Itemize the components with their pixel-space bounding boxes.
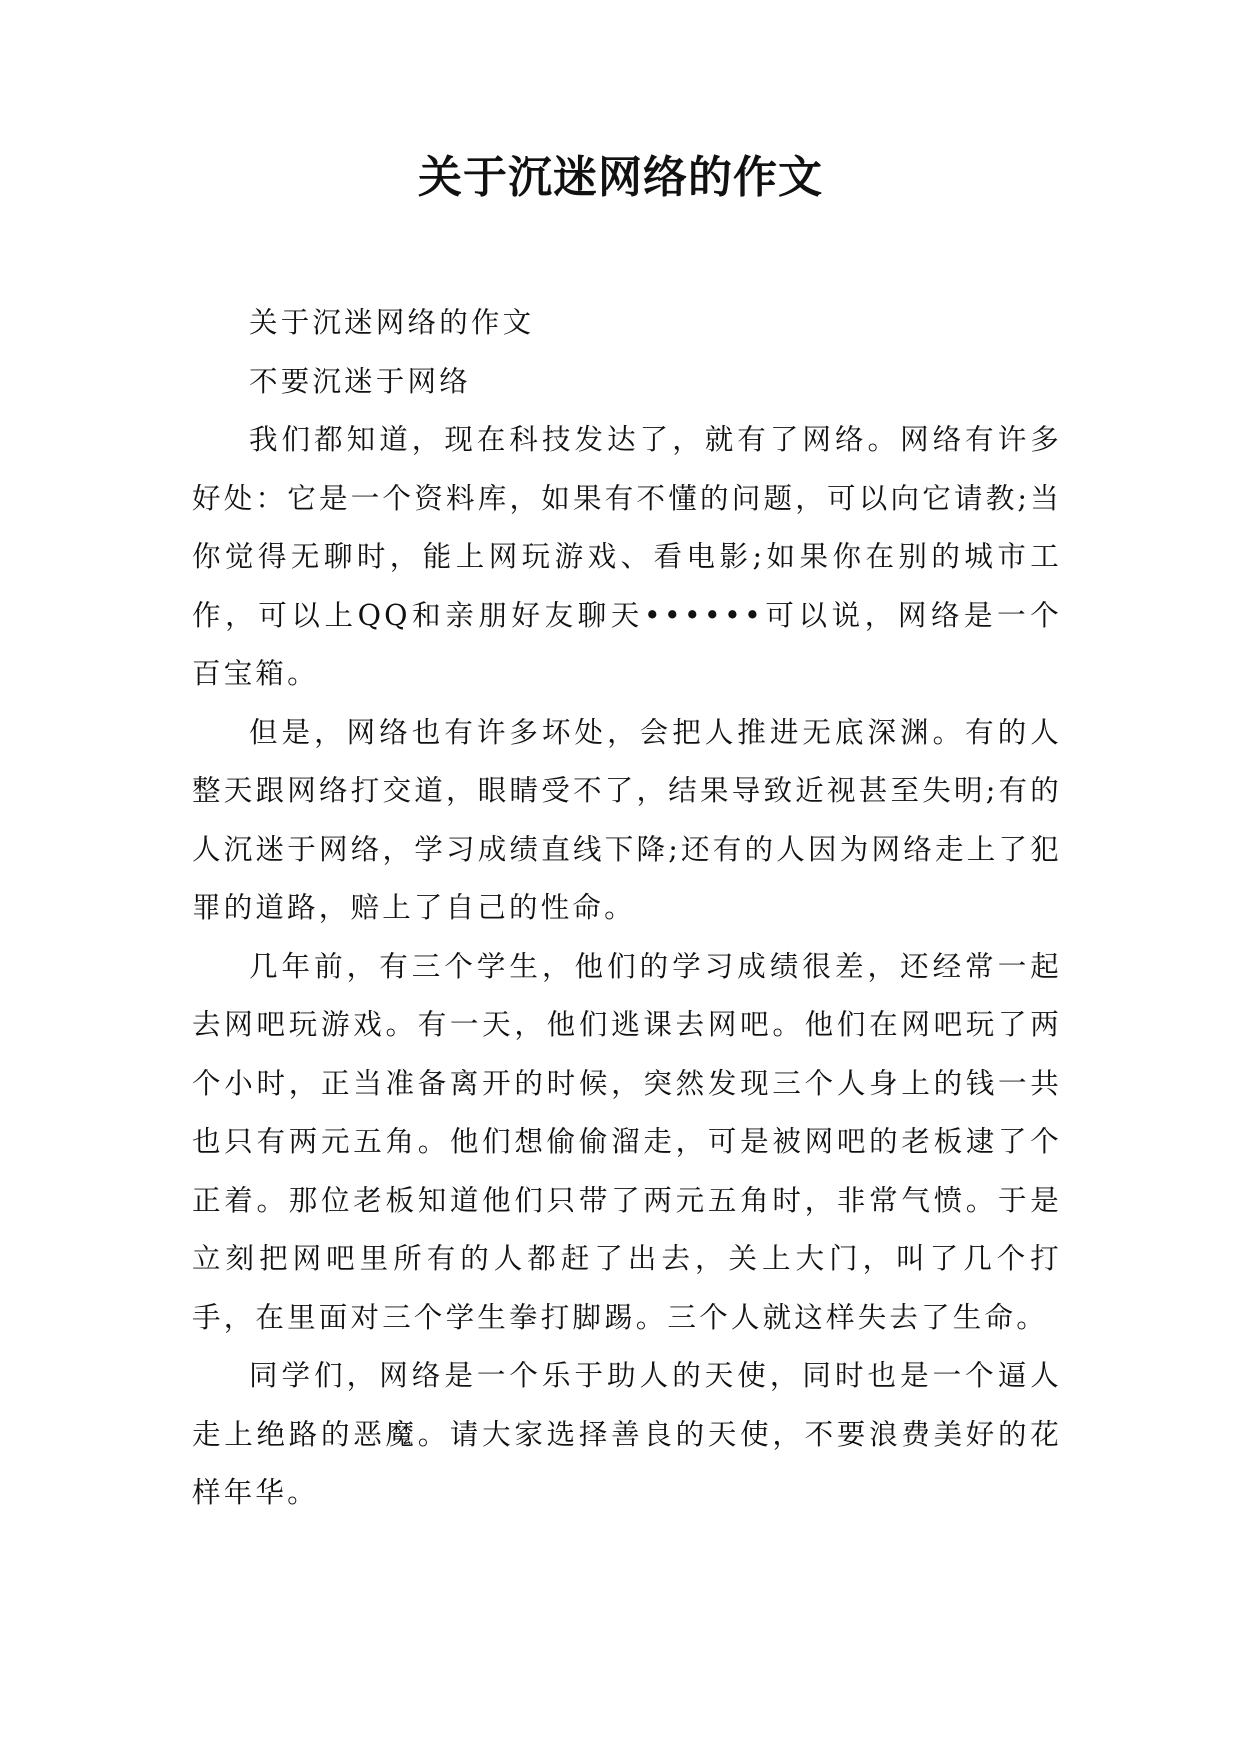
paragraph-subtitle-1: 关于沉迷网络的作文	[249, 306, 535, 339]
paragraph-subtitle-2: 不要沉迷于网络	[249, 364, 471, 398]
paragraph: 我们都知道，现在科技发达了，就有了网络。网络有许多好处：它是一个资料库，如果有不懂的问题，可以向它请教;当你觉得无聊时，能上网玩游戏、看电影;如果你在别的城市工作，可以上QQ和亲朋好友聊天••••••可以说，网络是一个百宝箱。	[192, 423, 1062, 690]
paragraph: 几年前，有三个学生，他们的学习成绩很差，还经常一起去网吧玩游戏。有一天，他们逃课去网吧。他们在网吧玩了两个小时，正当准备离开的时候，突然发现三个人身上的钱一共也只有两元五角。他们想偷偷溜走，可是被网吧的老板逮了个正着。那位老板知道他们只带了两元五角时，非常气愤。于是立刻把网吧里所有的人都赶了出去，关上大门，叫了几个打手，在里面对三个学生拳打脚踢。三个人就这样失去了生命。	[192, 949, 1062, 1334]
paragraph: 但是，网络也有许多坏处，会把人推进无底深渊。有的人整天跟网络打交道，眼睛受不了，结果导致近视甚至失明;有的人沉迷于网络，学习成绩直线下降;还有的人因为网络走上了犯罪的道路，赔上了自己的性命。	[192, 715, 1062, 924]
document-title: 关于沉迷网络的作文	[418, 152, 823, 203]
paragraph: 同学们，网络是一个乐于助人的天使，同时也是一个逼人走上绝路的恶魔。请大家选择善良的天使，不要浪费美好的花样年华。	[192, 1359, 1062, 1509]
document-body	[192, 294, 1062, 1523]
